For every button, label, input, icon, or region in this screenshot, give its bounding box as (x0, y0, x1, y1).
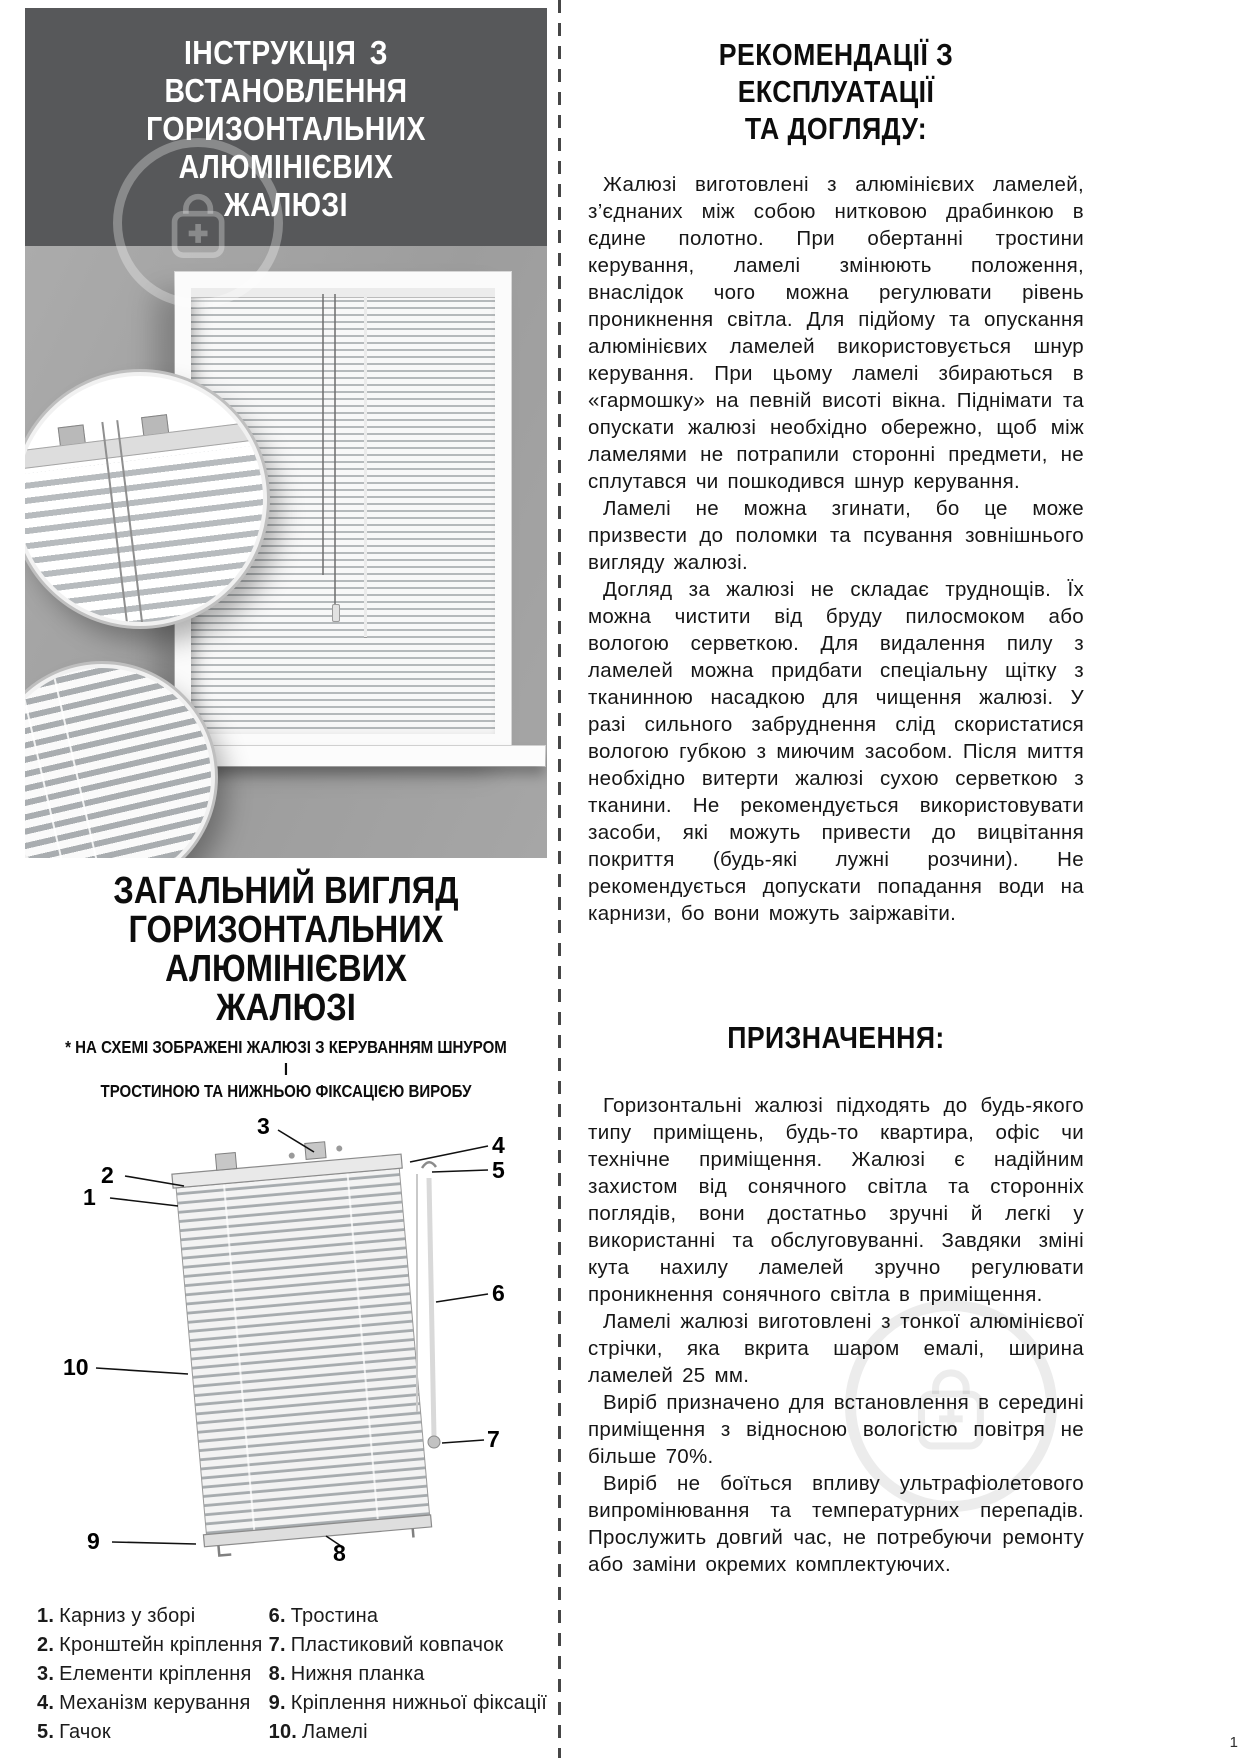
column-divider (558, 0, 561, 1758)
general-view-note-line-2: ТРОСТИНОЮ ТА НИЖНЬОЮ ФІКСАЦІЄЮ ВИРОБУ (100, 1081, 472, 1101)
diagram-callout-7: 7 (487, 1426, 500, 1452)
legend-item-1 (37, 1602, 269, 1631)
legend-item-7 (269, 1631, 547, 1660)
legend-label: Тростина (290, 1605, 379, 1627)
general-view-title-line-1: ЗАГАЛЬНИЙ ВИГЛЯД (113, 870, 459, 912)
legend-number: 1. (37, 1605, 55, 1627)
legend-number: 2. (37, 1634, 55, 1656)
parts-legend-column-1 (37, 1602, 269, 1747)
purpose-paragraph-4: Виріб не боїться впливу ультрафіолетового випромінювання та температурних перепадів. Прослужить довгий час, не потребуючи ремонту або заміни окремих комплектуючих. (588, 1472, 1084, 1576)
legend-number: 4. (37, 1692, 55, 1714)
legend-label: Нижня планка (290, 1663, 425, 1685)
legend-label: Механізм керування (59, 1692, 251, 1714)
installation-header-line-3: ЖАЛЮЗІ (224, 186, 348, 223)
installation-header-line-2: ГОРИЗОНТАЛЬНИХ АЛЮМІНІЄВИХ (146, 110, 426, 185)
legend-label: Гачок (59, 1721, 111, 1743)
legend-number: 5. (37, 1721, 55, 1743)
detail-callout-top-content (25, 372, 267, 626)
diagram-callout-6: 6 (492, 1280, 505, 1306)
blinds-wand (364, 294, 367, 637)
diagram-callout-5: 5 (492, 1157, 505, 1183)
legend-label: Ламелі (302, 1721, 368, 1743)
detail-callout-bottom (25, 664, 215, 858)
diagram-callout-4: 4 (492, 1132, 505, 1158)
diagram-callout-2: 2 (101, 1162, 114, 1188)
care-paragraph-3: Догляд за жалюзі не складає труднощів. Їх можна чистити від бруду пилосмоком або вологою серветкою. Для видалення пилу з ламелей можна придбати спеціальну щітку з тканинною насадкою для чищення жалюзі. У разі сильного забруднення слід скористатися вологою губкою з миючим засобом. Після миття необхідно витерти жалюзі сухою серветкою з тканини. Не рекомендується використовувати засоби, які можуть привести до вицвітання покриття (будь-які лужні розчини). Не рекомендується допускати попадання води на карнизи, бо вони можуть заіржавіти. (588, 578, 1084, 925)
purpose-title (588, 1019, 1084, 1056)
legend-label: Карниз у зборі (59, 1605, 196, 1627)
blinds-diagram (25, 1112, 547, 1582)
purpose-paragraph-2: Ламелі жалюзі виготовлені з тонкої алюмінієвої стрічки, яка вкрита шаром емалі, ширина ламелей 25 мм. (588, 1310, 1084, 1387)
left-column (25, 8, 547, 1747)
legend-item-4 (37, 1689, 269, 1718)
legend-number: 9. (268, 1692, 286, 1714)
legend-number: 6. (268, 1605, 286, 1627)
care-title-line-2: ТА ДОГЛЯДУ: (744, 111, 928, 146)
diagram-callout-10: 10 (63, 1354, 89, 1380)
legend-number: 10. (268, 1721, 298, 1743)
legend-item-8 (269, 1660, 547, 1689)
window-illustration (25, 246, 547, 858)
legend-label: Кронштейн кріплення (59, 1634, 263, 1656)
legend-label: Кріплення нижньої фіксації (290, 1692, 547, 1714)
care-title-line-1: РЕКОМЕНДАЦІЇ З ЕКСПЛУАТАЦІЇ (718, 37, 954, 109)
blinds-cord (334, 294, 336, 606)
parts-legend-column-2 (269, 1602, 547, 1747)
general-view-title-line-3: ЖАЛЮЗІ (216, 987, 356, 1029)
purpose-text (588, 1092, 1084, 1578)
legend-item-6 (269, 1602, 547, 1631)
installation-header-line-1: ІНСТРУКЦІЯ З ВСТАНОВЛЕННЯ (164, 34, 408, 109)
ladder-string-closeup (25, 664, 79, 858)
legend-label: Елементи кріплення (59, 1663, 252, 1685)
care-text (588, 171, 1084, 927)
blinds-cord (322, 294, 324, 575)
legend-item-9 (269, 1689, 547, 1718)
slats-closeup (25, 442, 267, 626)
blinds-headrail (191, 288, 495, 298)
care-paragraph-1: Жалюзі виготовлені з алюмінієвих ламелей, з’єднаних між собою нитковою драбинкою в єдине полотно. При обертанні тростини керування, ламелі змінюють положення, внаслідок чого можна регулювати рівень проникнення світла. Для підйому та опускання алюмінієвих ламелей використовується шнур керування. При цьому ламелі збираються в «гармошку» на певній висоті вікна. Піднімати та опускати жалюзі необхідно обережно, щоб між ламелями не потрапили сторонні предмети, не сплутався чи пошкодився шнур керування. (588, 173, 1084, 493)
page-number: 1 (1229, 1734, 1238, 1751)
detail-callout-top (25, 372, 267, 626)
care-paragraph-2: Ламелі не можна згинати, бо це може призвести до поломки та псування зовнішнього вигляду жалюзі. (588, 497, 1084, 574)
legend-label: Пластиковий ковпачок (290, 1634, 504, 1656)
diagram-callout-8: 8 (333, 1540, 346, 1566)
general-view-note-line-1: * НА СХЕМІ ЗОБРАЖЕНІ ЖАЛЮЗІ З КЕРУВАННЯМ ШНУРОМ І (65, 1037, 507, 1079)
legend-number: 3. (37, 1663, 55, 1685)
general-view-title-line-2: ГОРИЗОНТАЛЬНИХ АЛЮМІНІЄВИХ (128, 909, 444, 990)
right-column (588, 36, 1084, 1578)
slats-closeup (25, 664, 215, 858)
purpose-title-text: ПРИЗНАЧЕННЯ: (727, 1020, 945, 1055)
parts-legend (25, 1602, 547, 1747)
purpose-paragraph-3: Виріб призначено для встановлення в середині приміщення з відносною вологістю повітря не більше 70%. (588, 1391, 1084, 1468)
purpose-paragraph-1: Горизонтальні жалюзі підходять до будь-якого типу приміщень, будь-то квартира, офіс чи технічне приміщення. Жалюзі є надійним захистом від сонячного світла та сторонніх поглядів, вони достатньо зручні й легкі у використанні та обслуговуванні. Завдяки зміні кута нахилу ламелей зручно регулювати проникнення сонячного світла в приміщення. (588, 1094, 1084, 1306)
legend-number: 7. (268, 1634, 286, 1656)
legend-item-5 (37, 1718, 269, 1747)
general-view-note (25, 1036, 547, 1102)
legend-item-2 (37, 1631, 269, 1660)
diagram-callout-9: 9 (87, 1528, 100, 1554)
care-title (588, 36, 1084, 147)
installation-header (25, 8, 547, 246)
diagram-callout-3: 3 (257, 1113, 270, 1139)
legend-item-10 (269, 1718, 547, 1747)
legend-number: 8. (268, 1663, 286, 1685)
legend-item-3 (37, 1660, 269, 1689)
diagram-callout-1: 1 (83, 1184, 96, 1210)
general-view-title (25, 872, 547, 1028)
cord-tassel (332, 604, 340, 622)
